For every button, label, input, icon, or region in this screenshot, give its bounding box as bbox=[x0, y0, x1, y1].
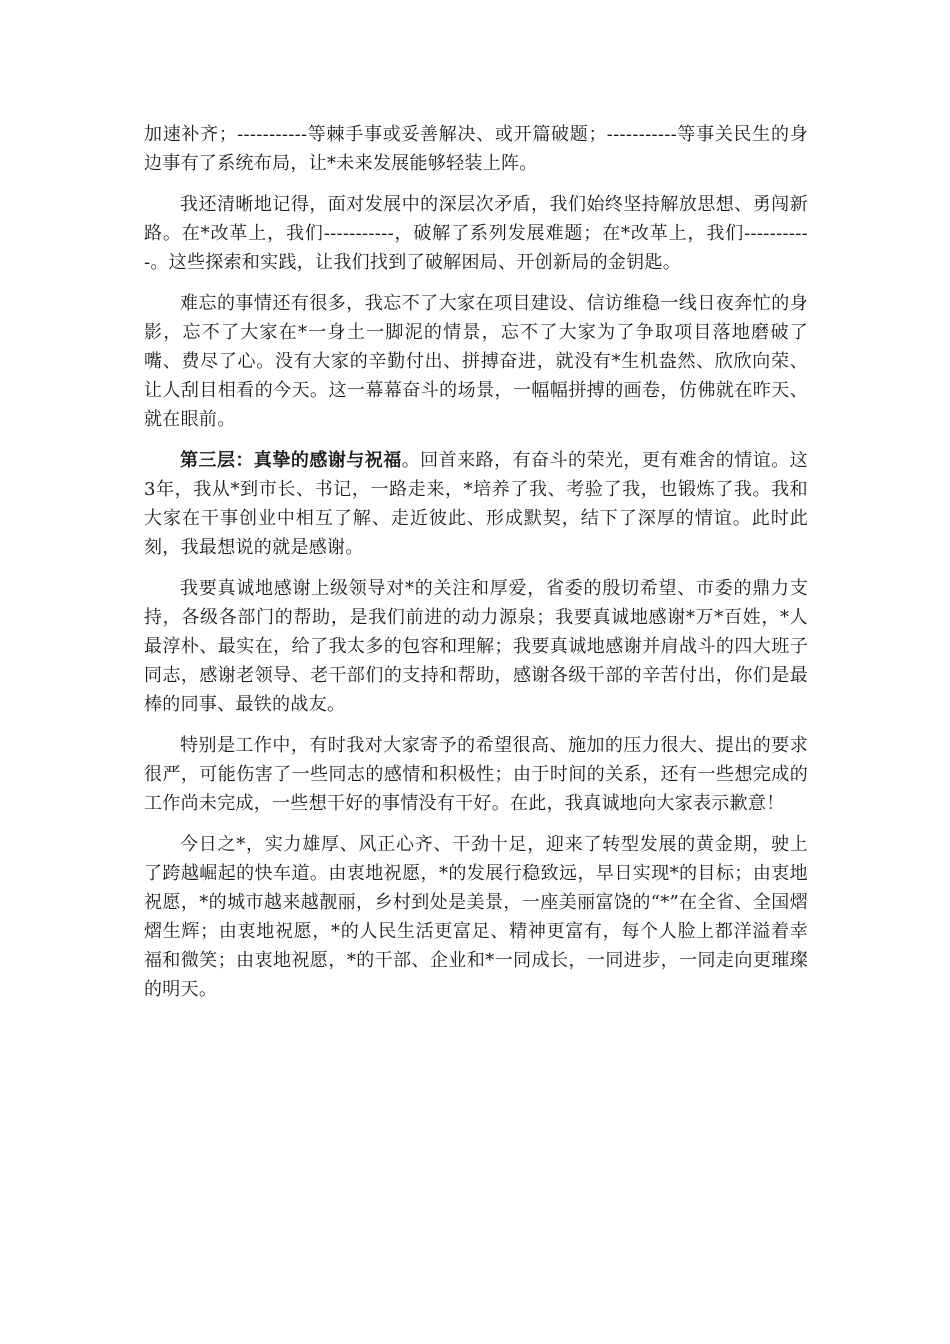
paragraph-6: 特别是工作中，有时我对大家寄予的希望很高、施加的压力很大、提出的要求很严，可能伤害了一些同志的感情和积极性；由于时间的关系，还有一些想完成的工作尚未完成，一些想干好的事情没有干好。在此，我真诚地向大家表示歉意！ bbox=[144, 735, 808, 814]
paragraph-3: 难忘的事情还有很多，我忘不了大家在项目建设、信访维稳一线日夜奔忙的身影，忘不了大家在*一身土一脚泥的情景，忘不了大家为了争取项目落地磨破了嘴、费尽了心。没有大家的辛勤付出、拼搏奋进，就没有*生机盎然、欣欣向荣、让人刮目相看的今天。这一幕幕奋斗的场景，一幅幅拼搏的画卷，仿佛就在昨天、就在眼前。 bbox=[144, 293, 808, 430]
paragraph-4 bbox=[144, 446, 808, 562]
paragraph-1: 加速补齐；-----------等棘手事或妥善解决、或开篇破题；-----------等事关民生的身边事有了系统布局，让*未来发展能够轻装上阵。 bbox=[144, 124, 808, 174]
paragraph-4-body: 。回首来路，有奋斗的荣光，更有难舍的情谊。这3年，我从*到市长、书记，一路走来，*培养了我、考验了我，也锻炼了我。我和大家在干事创业中相互了解、走近彼此、形成默契，结下了深厚的情谊。此时此刻，我最想说的就是感谢。 bbox=[144, 450, 808, 558]
section-heading: 第三层：真挚的感谢与祝福 bbox=[180, 450, 402, 471]
paragraph-7: 今日之*，实力雄厚、风正心齐、干劲十足，迎来了转型发展的黄金期，驶上了跨越崛起的快车道。由衷地祝愿，*的发展行稳致远，早日实现*的目标；由衷地祝愿，*的城市越来越靓丽，乡村到处是美景，一座美丽富饶的“*”在全省、全国熠熠生辉；由衷地祝愿，*的人民生活更富足、精神更富有，每个人脸上都洋溢着幸福和微笑；由衷地祝愿，*的干部、企业和*一同成长，一同进步，一同走向更璀璨的明天。 bbox=[144, 834, 808, 1000]
paragraph-2: 我还清晰地记得，面对发展中的深层次矛盾，我们始终坚持解放思想、勇闯新路。在*改革上，我们-----------，破解了系列发展难题；在*改革上，我们-----------。这些探索和实践，让我们找到了破解困局、开创新局的金钥匙。 bbox=[144, 194, 808, 273]
paragraph-5: 我要真诚地感谢上级领导对*的关注和厚爱，省委的殷切希望、市委的鼎力支持，各级各部门的帮助，是我们前进的动力源泉；我要真诚地感谢*万*百姓，*人最淳朴、最实在，给了我太多的包容和理解；我要真诚地感谢并肩战斗的四大班子同志，感谢老领导、老干部们的支持和帮助，感谢各级干部的辛苦付出，你们是最棒的同事、最铁的战友。 bbox=[144, 578, 808, 715]
document-body bbox=[144, 120, 808, 1016]
